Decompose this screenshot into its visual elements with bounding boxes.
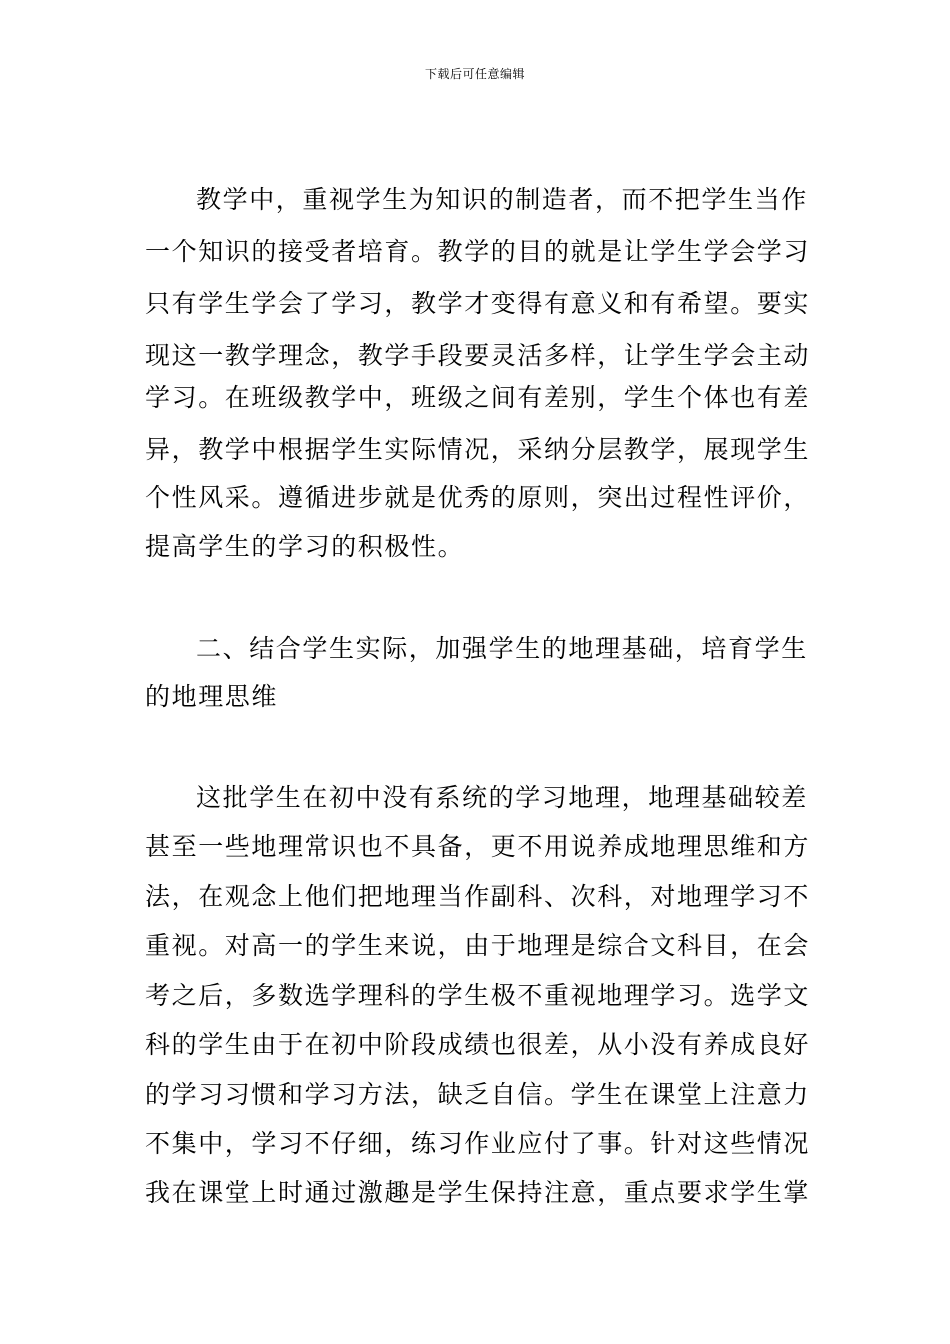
paragraph-1-line-1: 教学中，重视学生为知识的制造者，而不把学生当作: [196, 185, 808, 214]
paragraph-3-line-8: 不集中，学习不仔细，练习作业应付了事。针对这些情况: [145, 1129, 811, 1158]
paragraph-3-line-9: 我在课堂上时通过激趣是学生保持注意，重点要求学生掌: [145, 1178, 811, 1207]
paragraph-1-line-2: 一个知识的接受者培育。教学的目的就是让学生学会学习: [145, 237, 811, 266]
paragraph-3-line-3: 法，在观念上他们把地理当作副科、次科，对地理学习不: [145, 882, 811, 911]
paragraph-1-line-6: 异，教学中根据学生实际情况，采纳分层教学，展现学生: [145, 435, 811, 464]
paragraph-1-line-7: 个性风采。遵循进步就是优秀的原则，突出过程性评价，: [145, 483, 811, 512]
section-heading-line-1: 二、结合学生实际，加强学生的地理基础，培育学生: [196, 634, 808, 663]
paragraph-3-line-5: 考之后，多数选学理科的学生极不重视地理学习。选学文: [145, 981, 811, 1010]
paragraph-3-line-4: 重视。对高一的学生来说，由于地理是综合文科目，在会: [145, 931, 811, 960]
paragraph-3-line-7: 的学习习惯和学习方法，缺乏自信。学生在课堂上注意力: [145, 1080, 811, 1109]
section-heading-line-2: 的地理思维: [145, 682, 279, 711]
paragraph-1-line-4: 现这一教学理念，教学手段要灵活多样，让学生学会主动: [145, 341, 811, 370]
paragraph-1-line-8: 提高学生的学习的积极性。: [145, 532, 465, 561]
paragraph-3-line-2: 甚至一些地理常识也不具备，更不用说养成地理思维和方: [145, 832, 811, 861]
paragraph-3-line-1: 这批学生在初中没有系统的学习地理，地理基础较差: [196, 783, 808, 812]
paragraph-3-line-6: 科的学生由于在初中阶段成绩也很差，从小没有养成良好: [145, 1030, 811, 1059]
paragraph-1-line-5: 学习。在班级教学中，班级之间有差别，学生个体也有差: [145, 383, 811, 412]
page-header: 下载后可任意编辑: [424, 67, 525, 81]
paragraph-1-line-3: 只有学生学会了学习，教学才变得有意义和有希望。要实: [145, 289, 811, 318]
